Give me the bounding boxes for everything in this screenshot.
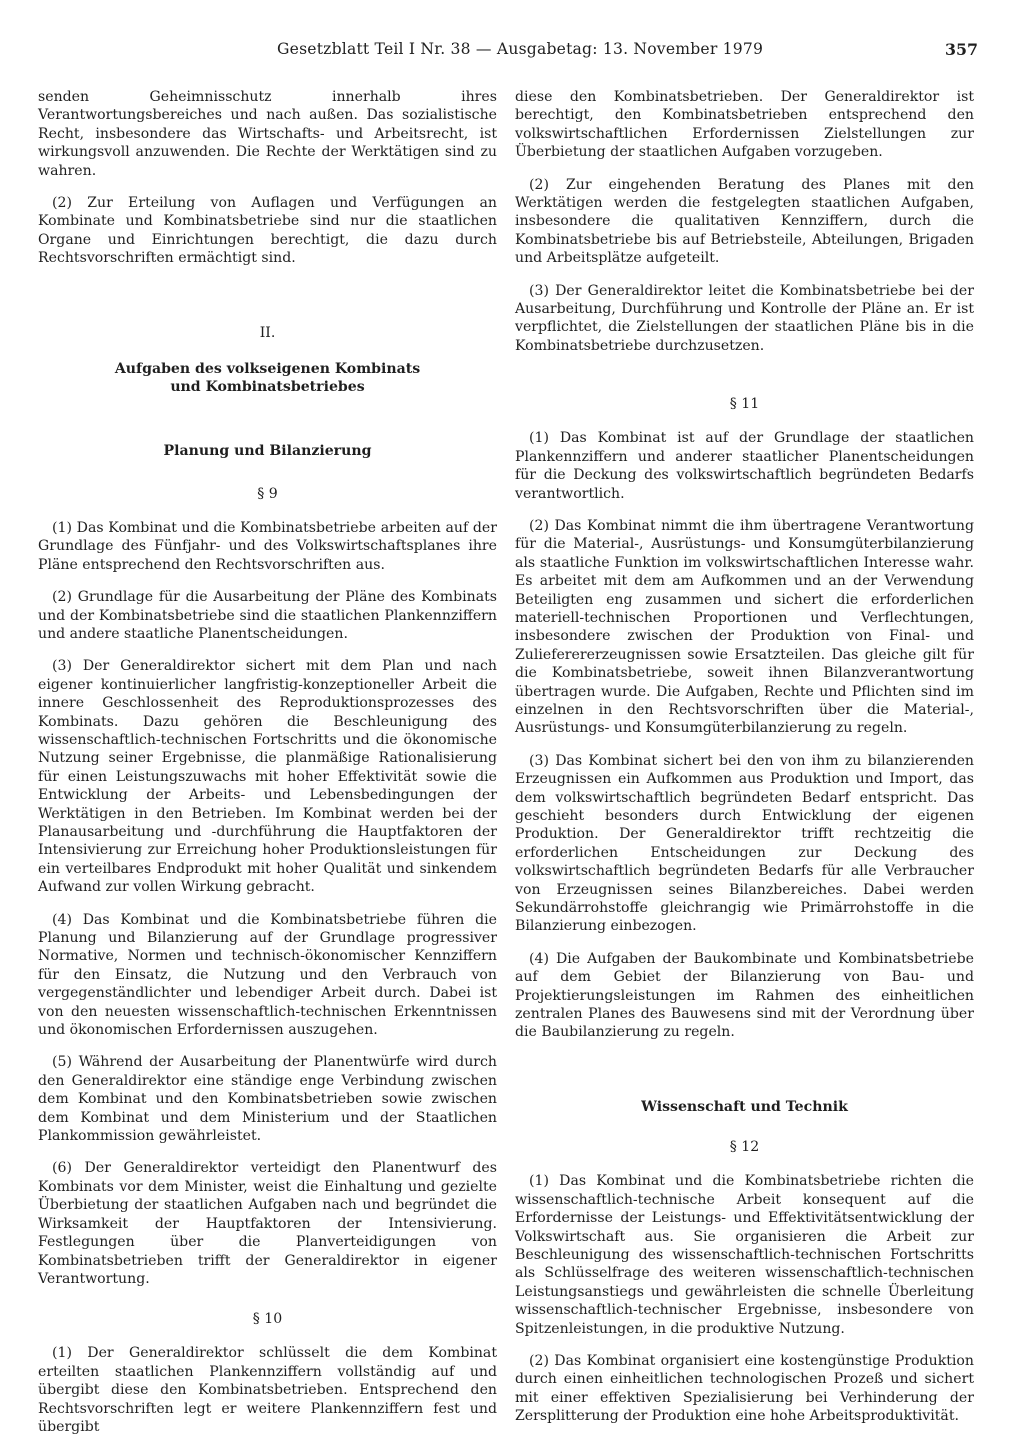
paragraph-11-4: (4) Die Aufgaben der Baukombinate und Kombinatsbetriebe auf dem Gebiet der Bilanzierung von Bau- und Projektierungsleistungen im Rahmen des einheitlichen zentralen Planes des Bauwesens sind mit der Verordnung über die Baubilanzierung zu regeln. xyxy=(515,950,974,1041)
paragraph-continuation: senden Geheimnisschutz innerhalb ihres Verantwortungsbereiches und nach außen. Das sozialistische Recht, insbesondere das Wirtschafts- und Arbeitsrecht, ist wirkungsvoll anzuwenden. Die Rechte der Werktätigen sind zu wahren. xyxy=(38,89,497,179)
chapter-title-line-1: Aufgaben des volkseigenen Kombinats xyxy=(114,360,421,377)
subheading-wissenschaft: Wissenschaft und Technik xyxy=(641,1098,848,1115)
paragraph-11-1: (1) Das Kombinat ist auf der Grundlage der staatlichen Plankennziffern und anderer staatlicher Planentscheidungen für die Deckung des volkswirtschaftlich begründeten Bedarfs verantwortlich. xyxy=(515,430,974,502)
section-12: § 12 xyxy=(729,1139,760,1156)
left-column xyxy=(38,88,497,1436)
paragraph-9-6: (6) Der Generaldirektor verteidigt den Planentwurf des Kombinats vor dem Minister, weist die Einhaltung und gezielte Überbietung der staatlichen Aufgaben nach und begründet die Wirksamkeit der Hauptfaktoren der Intensivierung. Festlegungen über die Planverteidigungen von Kombinatsbetrieben trifft der Generaldirektor in eigener Verantwortung. xyxy=(38,1160,497,1287)
paragraph-10-2: (2) Zur eingehenden Beratung des Planes mit den Werktätigen werden die festgelegten staatlichen Aufgaben, insbesondere die qualitativen Kennziffern, durch die Kombinatsbetriebe bis auf Betriebsteile, Abteilungen, Brigaden und Arbeitsplätze aufgeteilt. xyxy=(515,176,974,267)
paragraph-10-1-continuation: diese den Kombinatsbetrieben. Der Generaldirektor ist berechtigt, den Kombinatsbetrieben entsprechend den volkswirtschaftlichen Erfordernissen Zielstellungen zur Überbietung der staatlichen Aufgaben vorzugeben. xyxy=(515,89,974,161)
paragraph-11-3: (3) Das Kombinat sichert bei den von ihm zu bilanzierenden Erzeugnissen ein Aufkommen aus Produktion und Import, das dem volkswirtschaftlich begründeten Bedarf entspricht. Das geschieht besonders durch Entwicklung der eigenen Produktion. Der Generaldirektor trifft rechtzeitig die erforderlichen Entscheidungen zur Deckung des volkswirtschaftlich begründeten Bedarfs für alle Verbraucher von Erzeugnissen seines Bilanzbereiches. Dabei werden Sekundärrohstoffe gleichrangig wie Primärrohstoffe in die Bilanzierung einbezogen. xyxy=(515,752,974,935)
subheading-planung: Planung und Bilanzierung xyxy=(163,443,372,460)
paragraph-10-1: (1) Der Generaldirektor schlüsselt die dem Kombinat erteilten staatlichen Plankennziffern vollständig auf und übergibt diese den Kombinatsbetrieben. Entsprechend den Rechtsvorschriften legt er weitere Plankennziffern fest und übergibt xyxy=(38,1345,497,1435)
paragraph-10-3: (3) Der Generaldirektor leitet die Kombinatsbetriebe bei der Ausarbeitung, Durchführung und Kontrolle der Pläne an. Er ist verpflichtet, die Zielstellungen der staatlichen Pläne bis in die Kombinatsbetriebe durchzusetzen. xyxy=(515,282,974,354)
paragraph-9-3: (3) Der Generaldirektor sichert mit dem Plan und nach eigener kontinuierlicher langfristig-konzeptioneller Arbeit die innere Geschlossenheit des Reproduktionsprozesses des Kombinats. Dazu gehören die Beschleunigung des wissenschaftlich-technischen Fortschritts und die ökonomische Nutzung seiner Ergebnisse, die planmäßige Rationalisierung für einen Leistungszuwachs mit hoher Effektivität sowie die Entwicklung der Arbeits- und Lebensbedingungen der Werktätigen in den Betrieben. Im Kombinat werden bei der Planausarbeitung und -durchführung die Hauptfaktoren der Intensivierung zur Erreichung hoher Produktionsleistungen für ein verteilbares Endprodukt mit hoher Qualität und sinkendem Aufwand zur vollen Wirkung gebracht. xyxy=(38,658,497,896)
paragraph-12-2: (2) Das Kombinat organisiert eine kostengünstige Produktion durch einen einheitlichen technologischen Prozeß und sichert mit einer effektiven Spezialisierung bei Verhinderung der Zersplitterung der Produktion eine hohe Arbeitsproduktivität. xyxy=(515,1352,974,1425)
page-header xyxy=(0,40,1024,68)
page-number: 357 xyxy=(945,40,978,59)
paragraph-9-2: (2) Grundlage für die Ausarbeitung der Pläne des Kombinats und der Kombinatsbetriebe sind die staatlichen Plankennziffern und andere staatliche Planentscheidungen. xyxy=(38,589,497,642)
chapter-title-line-2: und Kombinatsbetriebes xyxy=(170,379,365,396)
section-10: § 10 xyxy=(252,1311,283,1328)
paragraph-9-4: (4) Das Kombinat und die Kombinatsbetriebe führen die Planung und Bilanzierung auf der Grundlage progressiver Normative, Normen und technisch-ökonomischer Kennziffern für den Einsatz, die Nutzung und den Verbrauch von vergegenständlichter und lebendiger Arbeit durch. Dabei ist von den neuesten wissenschaftlich-technischen Erkenntnissen und ökonomischen Erfordernissen auszugehen. xyxy=(38,911,497,1039)
header-title: Gesetzblatt Teil I Nr. 38 — Ausgabetag: 13. November 1979 xyxy=(277,40,764,58)
paragraph-12-1: (1) Das Kombinat und die Kombinatsbetriebe richten die wissenschaftlich-technische Arbeit konsequent auf die Erfordernisse der Leistungs- und Effektivitätsentwicklung der Volkswirtschaft aus. Sie organisieren die Arbeit zur Beschleunigung des wissenschaftlich-technischen Fortschritts als Schlüsselfrage des weiteren wissenschaftlich-technischen Leistungsanstiegs und gewährleisten die schnelle Überleitung wissenschaftlich-technischer Ergebnisse, insbesondere von Spitzenleistungen, in die produktive Nutzung. xyxy=(515,1173,974,1337)
paragraph-8-2: (2) Zur Erteilung von Auflagen und Verfügungen an Kombinate und Kombinatsbetriebe sind nur die staatlichen Organe und Einrichtungen berechtigt, die dazu durch Rechtsvorschriften ermächtigt sind. xyxy=(38,195,497,267)
section-11: § 11 xyxy=(729,396,760,413)
section-9: § 9 xyxy=(257,485,278,502)
paragraph-9-1: (1) Das Kombinat und die Kombinatsbetriebe arbeiten auf der Grundlage des Fünfjahr- und des Volkswirtschaftsplanes ihre Pläne entsprechend den Rechtsvorschriften aus. xyxy=(38,519,497,573)
paragraph-9-5: (5) Während der Ausarbeitung der Planentwürfe wird durch den Generaldirektor eine ständige enge Verbindung zwischen dem Kombinat und den Kombinatsbetrieben sowie zwischen dem Kombinat und dem Ministerium und der Staatlichen Plankommission gewährleistet. xyxy=(38,1054,497,1145)
paragraph-11-2: (2) Das Kombinat nimmt die ihm übertragene Verantwortung für die Material-, Ausrüstungs- und Konsumgüterbilanzierung als staatliche Funktion im volkswirtschaftlichen Interesse wahr. Es arbeitet mit dem am Aufkommen und an der Verwendung Beteiligten eng zusammen und sichert die erforderlichen materiell-technischen Proportionen und Verflechtungen, insbesondere zwischen der Produktion von Final- und Zulieferererzeugnissen sowie Ersatzteilen. Das gleiche gilt für die Kombinatsbetriebe, soweit ihnen Bilanzverantwortung übertragen wurde. Die Aufgaben, Rechte und Pflichten sind im einzelnen in den Rechtsvorschriften über die Material-, Ausrüstungs- und Konsumgüterbilanzierung zu regeln. xyxy=(515,517,974,737)
chapter-number: II. xyxy=(259,324,276,341)
right-column xyxy=(515,88,974,1426)
